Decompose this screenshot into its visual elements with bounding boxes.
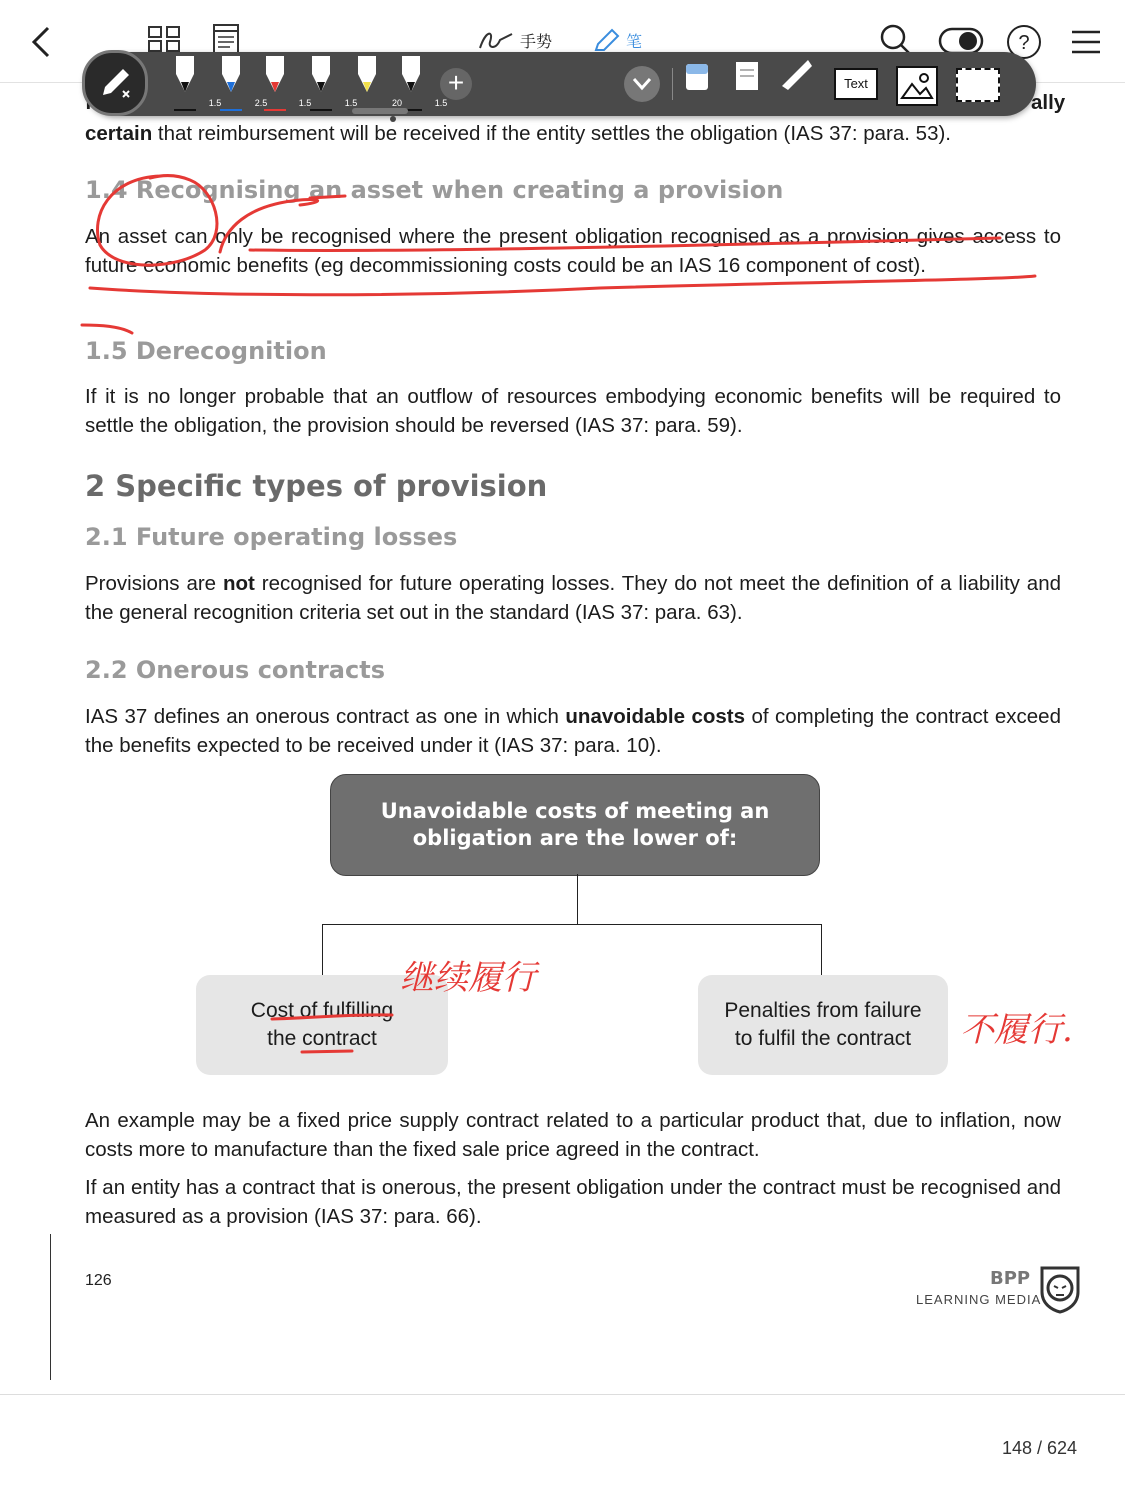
pen-slot-3[interactable]: [260, 56, 312, 108]
pen-slot-5[interactable]: [352, 56, 402, 108]
handwritten-note-right: 不履行.: [960, 1010, 1073, 1050]
page-counter: 148 / 624: [1002, 1438, 1078, 1458]
chevron-down-icon: [632, 77, 652, 91]
pen-color-underline: [264, 109, 286, 111]
heading-1-5: 1.5 Derecognition: [85, 337, 327, 365]
bold-not: not: [222, 572, 255, 595]
ruler-icon[interactable]: [778, 56, 814, 92]
diagram-right-text: Penalties from failure to fulfil the contract: [724, 999, 922, 1050]
diagram-right-box: [698, 975, 948, 1075]
publisher-subtitle: LEARNING MEDIA: [916, 1292, 1042, 1307]
pen-slot-6[interactable]: [396, 56, 448, 108]
add-pen-button[interactable]: +: [440, 68, 472, 100]
pen-slot-2[interactable]: [216, 56, 268, 108]
eraser-icon[interactable]: [684, 62, 710, 94]
grid-icon: [147, 25, 181, 53]
pen-slot-4[interactable]: [306, 56, 358, 108]
pen-color-underline: [310, 109, 332, 111]
document-icon: [212, 23, 240, 55]
publisher-logo-text: BPP: [990, 1268, 1031, 1289]
active-pen-button[interactable]: [82, 50, 148, 116]
svg-text:?: ?: [1018, 32, 1030, 54]
pen-tip-icon: [352, 56, 382, 96]
heading-1-4: 1.4 Recognising an asset when creating a provision: [85, 176, 784, 204]
toggle-icon: [938, 27, 984, 55]
text-ias37-defines: IAS 37 defines an onerous contract as one in which: [85, 705, 566, 728]
pen-size-label: 1.5: [298, 98, 312, 108]
text-provisions-are: Provisions are: [85, 572, 223, 595]
bottom-separator: [0, 1394, 1125, 1395]
sticky-note-icon[interactable]: [734, 60, 760, 94]
pen-size-label: 2.5: [254, 98, 268, 108]
document-button[interactable]: [210, 22, 242, 56]
toolbar-handle-dot: [390, 116, 396, 122]
paragraph-1-4: An asset can only be recognised where the present obligation recognised as a provision gives access to future economic benefits (eg decommissioning costs could be an IAS 16 component of cost).: [85, 225, 1061, 277]
pen-size-label: 1.5: [344, 98, 358, 108]
paragraph-example: An example may be a fixed price supply contract related to a particular product that, due to inflation, now costs more to manufacture than the fixed sale price agreed in the contract.: [85, 1109, 1061, 1161]
collapse-toolbar-button[interactable]: [624, 66, 660, 102]
paragraph-onerous: If an entity has a contract that is onerous, the present obligation under the contract must be recognised and measured as a provision (IAS 37: para. 66).: [85, 1176, 1061, 1228]
diagram-connector-vertical: [577, 874, 578, 924]
margin-line: [50, 1234, 51, 1380]
pen-tip-icon: [396, 56, 426, 96]
diagram-connector-left: [322, 924, 323, 976]
pen-color-underline: [220, 109, 242, 111]
pen-tip-icon: [260, 56, 290, 96]
handwritten-note-left: 继续履行: [400, 958, 536, 998]
text-tool-button[interactable]: Text: [834, 68, 878, 100]
paragraph-2-1: [85, 569, 1061, 627]
grid-view-button[interactable]: [144, 24, 184, 54]
diagram-connector-horizontal: [322, 924, 822, 925]
pen-toolbar: [84, 52, 1036, 116]
pen-size-label: 20: [391, 98, 402, 108]
lion-logo-icon: [1038, 1262, 1082, 1314]
tab-gesture[interactable]: [478, 28, 552, 52]
gesture-icon: [478, 28, 514, 52]
partial-right-text: ally: [1031, 91, 1066, 114]
back-button[interactable]: [18, 20, 62, 64]
diagram-main-box: [330, 774, 820, 876]
gesture-label: 手势: [520, 33, 553, 51]
paragraph-reimbursement: [85, 119, 1061, 148]
diagram-left-text: Cost of fulfilling the contract: [250, 999, 394, 1050]
lasso-icon[interactable]: [956, 68, 1000, 102]
tab-pen[interactable]: [592, 28, 642, 52]
toolbar-divider: [672, 68, 673, 100]
diagram-connector-right: [821, 924, 822, 976]
paragraph-2-2: [85, 702, 1061, 760]
diagram-main-text: Unavoidable costs of meeting an obligation are the lower of:: [380, 799, 770, 850]
bold-certain: certain: [85, 122, 153, 145]
page-number: 126: [85, 1272, 112, 1289]
image-icon[interactable]: [896, 66, 938, 106]
menu-icon: [1070, 29, 1102, 55]
bold-unavoidable-costs: unavoidable costs: [565, 705, 746, 728]
menu-button[interactable]: [1068, 26, 1104, 58]
pen-size-label: 1.5: [208, 98, 222, 108]
pen-color-underline: [174, 109, 196, 111]
pen-tip-icon: [216, 56, 246, 96]
back-icon: [28, 24, 52, 60]
text-future-losses: recognised for future operating losses. They do not meet the definition of a liability and the general recognition criteria set out in the standard (IAS 37: para. 63).: [85, 572, 1061, 624]
toolbar-drag-handle[interactable]: [352, 108, 408, 114]
heading-2-2: 2.2 Onerous contracts: [85, 656, 385, 684]
pen-slot-1[interactable]: [170, 56, 222, 108]
pen-size-label: 1.5: [434, 98, 448, 108]
heading-2-1: 2.1 Future operating losses: [85, 523, 458, 551]
pen-label: 笔: [626, 33, 643, 51]
pen-icon: [592, 28, 620, 52]
ink-mark-cost: [82, 325, 132, 333]
pen-tip-icon: [170, 56, 200, 96]
pen-tip-icon: [306, 56, 336, 96]
heading-2: 2 Specific types of provision: [85, 469, 548, 503]
reimbursement-text: that reimbursement will be received if the entity settles the obligation (IAS 37: para. 53).: [152, 122, 952, 145]
paragraph-1-5: If it is no longer probable that an outflow of resources embodying economic benefits will be required to settle the obligation, the provision should be reversed (IAS 37: para. 59).: [85, 385, 1061, 437]
pen-bluetooth-icon: [95, 63, 135, 103]
text-completing-contract: of completing the contract exceed the benefits expected to be received under it (IAS 37: para. 10).: [85, 705, 1061, 757]
